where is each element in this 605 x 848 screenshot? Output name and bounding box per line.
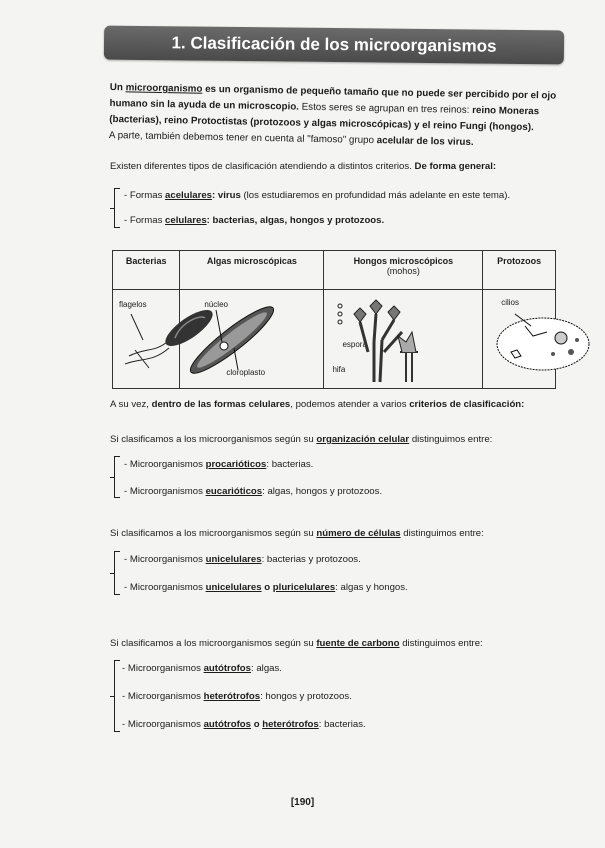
algae-illustration xyxy=(182,292,288,388)
table-header: Bacterias xyxy=(113,251,180,290)
microorganism-table xyxy=(112,250,556,389)
list-item: - Microorganismos eucarióticos: algas, hongos y protozoos. xyxy=(124,486,383,497)
list-item: - Microorganismos heterótrofos: hongos y protozoos. xyxy=(122,691,352,702)
list-item: - Microorganismos procarióticos: bacterias. xyxy=(124,459,314,470)
section-intro: Si clasificamos a los microorganismos según su número de células distinguimos entre: xyxy=(110,528,484,539)
intro-text: Un xyxy=(109,81,124,94)
table-header: Hongos microscópicos (mohos) xyxy=(324,251,483,290)
list-item: - Microorganismos unicelulares: bacterias y protozoos. xyxy=(124,554,361,565)
intro-text: acelular de los virus. xyxy=(376,135,474,148)
algae-cell xyxy=(180,290,324,389)
intro-text: reino Moneras (bacterias), reino Protoctistas (protozoos y algas microscópicas) y el reino Fungi (hongos). xyxy=(109,104,540,134)
brace xyxy=(114,456,120,498)
intro-text: Estos seres se agrupan en tres reinos: xyxy=(301,101,470,116)
page-number: [190] xyxy=(290,797,315,808)
celulares-line: A su vez, dentro de las formas celulares, podemos atender a varios criterios de clasificación: xyxy=(110,399,525,410)
intro-term: microorganismo xyxy=(125,82,203,95)
section-intro: Si clasificamos a los microorganismos según su organización celular distinguimos entre: xyxy=(110,434,493,445)
fungi-illustration xyxy=(324,292,440,388)
list-item: - Microorganismos autótrofos o heterótrofos: bacterias. xyxy=(122,719,366,730)
brace xyxy=(114,551,120,595)
table-header: Protozoos xyxy=(483,251,556,290)
protozoa-cell xyxy=(483,290,556,389)
brace xyxy=(114,660,120,732)
label-hifa: hifa xyxy=(332,365,346,374)
label-flagelos: flagelos xyxy=(119,300,147,309)
label-cilios: cilios xyxy=(501,298,519,307)
intro-paragraph xyxy=(109,80,570,153)
form-item: - Formas acelulares: virus (los estudiaremos en profundidad más adelante en este tema). xyxy=(124,190,511,201)
label-espora: espora xyxy=(342,340,367,349)
title-banner xyxy=(104,26,564,65)
bacteria-cell xyxy=(113,290,180,389)
fungi-cell xyxy=(324,290,483,389)
label-cloroplasto: cloroplasto xyxy=(226,368,266,377)
form-item: - Formas celulares: bacterias, algas, hongos y protozoos. xyxy=(124,215,385,226)
brace xyxy=(114,188,120,228)
page-title: 1. Clasificación de los microorganismos xyxy=(171,33,497,56)
intro-text: es un organismo de pequeño tamaño que no puede ser percibido por el ojo humano sin la ayuda de un microscopio. xyxy=(109,83,557,113)
general-line: Existen diferentes tipos de clasificación atendiendo a distintos criterios. De forma general: xyxy=(110,161,497,172)
protozoa-illustration xyxy=(485,292,597,388)
list-item: - Microorganismos autótrofos: algas. xyxy=(122,663,282,674)
list-item: - Microorganismos unicelulares o pluricelulares: algas y hongos. xyxy=(124,582,408,593)
table-header: Algas microscópicas xyxy=(180,251,324,290)
intro-text: A parte, también debemos tener en cuenta al "famoso" grupo xyxy=(108,129,375,147)
section-intro: Si clasificamos a los microorganismos según su fuente de carbono distinguimos entre: xyxy=(110,638,483,649)
label-nucleo: núcleo xyxy=(204,300,228,309)
